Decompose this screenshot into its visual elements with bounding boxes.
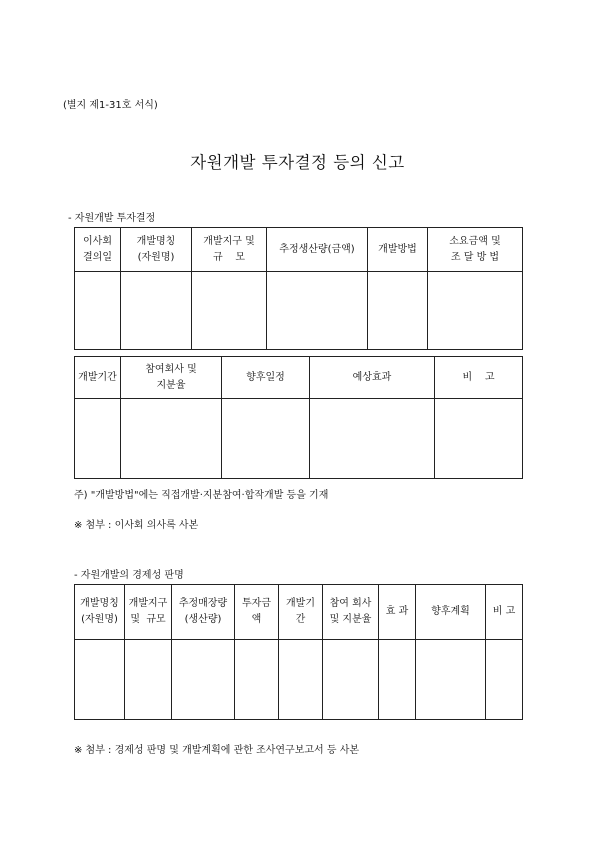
- header-development-period: 개발기 간: [279, 585, 323, 640]
- header-remarks: 비 고: [435, 357, 523, 399]
- header-participating-companies: 참여회사 및 지분율: [121, 357, 222, 399]
- empty-cell: [125, 640, 172, 720]
- header-remarks: 비 고: [486, 585, 523, 640]
- section1-heading: - 자원개발 투자결정: [68, 213, 156, 224]
- empty-cell: [368, 272, 428, 350]
- table1-empty-row: [75, 272, 523, 350]
- table2-empty-row: [75, 399, 523, 479]
- section2-heading: - 자원개발의 경제성 판명: [74, 570, 184, 581]
- empty-cell: [428, 272, 523, 350]
- table3-header-row: [75, 585, 523, 640]
- empty-cell: [323, 640, 379, 720]
- investment-table-1: [74, 227, 523, 350]
- empty-cell: [172, 640, 235, 720]
- header-future-plan: 향후계획: [416, 585, 486, 640]
- header-development-area: 개발지구 및 규 모: [192, 228, 267, 272]
- empty-cell: [121, 272, 192, 350]
- header-future-schedule: 향후일정: [222, 357, 310, 399]
- section1-attachment: ※ 첨부 : 이사회 의사록 사본: [74, 520, 199, 531]
- header-development-method: 개발방법: [368, 228, 428, 272]
- table2-header-row: [75, 357, 523, 399]
- empty-cell: [222, 399, 310, 479]
- development-method-note: 주) "개발방법"에는 직접개발·지분참여·합작개발 등을 기재: [74, 490, 329, 501]
- header-board-resolution-date: 이사회 결의일: [75, 228, 121, 272]
- header-development-area: 개발지구 및 규모: [125, 585, 172, 640]
- section2-attachment: ※ 첨부 : 경제성 판명 및 개발계획에 관한 조사연구보고서 등 사본: [74, 745, 360, 756]
- economic-feasibility-table: [74, 584, 523, 720]
- empty-cell: [310, 399, 435, 479]
- empty-cell: [435, 399, 523, 479]
- header-required-amount: 소요금액 및 조 달 방 법: [428, 228, 523, 272]
- header-development-period: 개발기간: [75, 357, 121, 399]
- header-investment-amount: 투자금 액: [235, 585, 279, 640]
- header-development-name: 개발명칭 (자원명): [121, 228, 192, 272]
- document-title: 자원개발 투자결정 등의 신고: [190, 153, 405, 172]
- empty-cell: [279, 640, 323, 720]
- empty-cell: [379, 640, 416, 720]
- empty-cell: [75, 640, 125, 720]
- empty-cell: [192, 272, 267, 350]
- empty-cell: [235, 640, 279, 720]
- table3-empty-row: [75, 640, 523, 720]
- empty-cell: [121, 399, 222, 479]
- header-participating-companies: 참여 회사 및 지분율: [323, 585, 379, 640]
- table1-header-row: [75, 228, 523, 272]
- header-estimated-reserves: 추정매장량 (생산량): [172, 585, 235, 640]
- empty-cell: [486, 640, 523, 720]
- header-development-name: 개발명칭 (자원명): [75, 585, 125, 640]
- empty-cell: [75, 399, 121, 479]
- empty-cell: [75, 272, 121, 350]
- header-effect: 효 과: [379, 585, 416, 640]
- header-estimated-production: 추정생산량(금액): [267, 228, 368, 272]
- header-expected-effect: 예상효과: [310, 357, 435, 399]
- form-number: (별지 제1-31호 서식): [63, 100, 158, 111]
- investment-table-2: [74, 356, 523, 479]
- empty-cell: [267, 272, 368, 350]
- empty-cell: [416, 640, 486, 720]
